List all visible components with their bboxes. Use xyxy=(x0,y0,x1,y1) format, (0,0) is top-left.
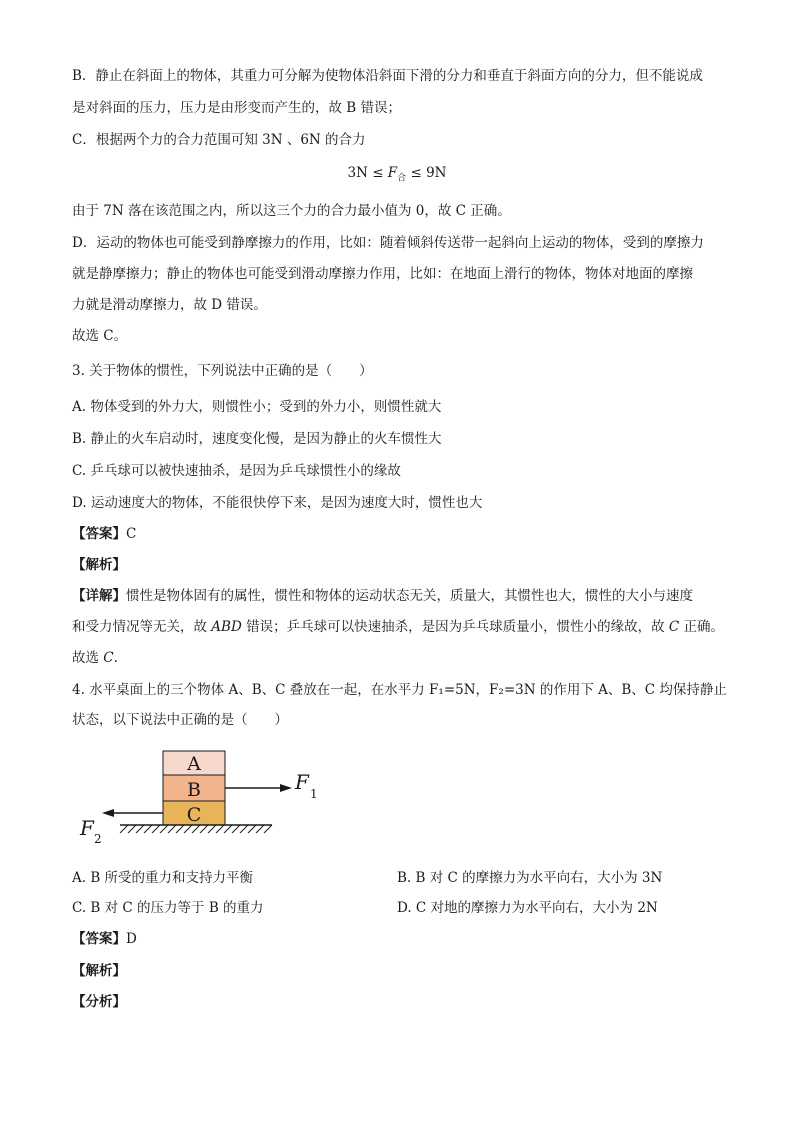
conclusion-italic: C xyxy=(103,650,114,666)
block-b-label: B xyxy=(187,779,201,801)
stacked-blocks-figure xyxy=(72,745,332,845)
force1-subscript: 1 xyxy=(310,787,318,801)
force1-arrowhead xyxy=(280,784,292,792)
fenxi-tag: 【分析】 xyxy=(72,994,126,1010)
section-d-line1: D．运动的物体也可能受到静摩擦力的作用，比如：随着倾斜传送带一起斜向上运动的物体，受到的摩擦力 xyxy=(72,235,704,251)
conclusion-text: 故选 xyxy=(72,650,104,666)
q3-detail-line2 xyxy=(72,617,724,637)
force2-arrowhead xyxy=(102,809,114,817)
q4-stem-line2: 状态，以下说法中正确的是（ ） xyxy=(72,712,288,728)
q3-option-d: D. 运动速度大的物体，不能很快停下来，是因为速度大时，惯性也大 xyxy=(72,495,483,511)
q3-detail-line1 xyxy=(72,586,693,606)
detail-text: 惯性是物体固有的属性，惯性和物体的运动状态无关，质量大，其惯性也大，惯性的大小与速度 xyxy=(126,588,693,604)
analysis-tag: 【解析】 xyxy=(72,963,126,979)
q4-option-d: D. C 对地的摩擦力为水平向右，大小为 2N xyxy=(397,900,658,916)
q3-conclusion xyxy=(72,648,118,668)
section-d-line2: 就是静摩擦力；静止的物体也可能受到滑动摩擦力作用，比如：在地面上滑行的物体，物体对地面的摩擦 xyxy=(72,266,693,282)
answer-tag: 【答案】 xyxy=(72,931,126,947)
q4-stem-line1: 4. 水平桌面上的三个物体 A、B、C 叠放在一起，在水平力 F₁=5N，F₂=3N 的作用下 A、B、C 均保持静止 xyxy=(72,682,727,698)
answer-value: C xyxy=(126,526,137,542)
q3-answer xyxy=(72,524,136,544)
block-a-label: A xyxy=(187,753,201,775)
detail-tag: 【详解】 xyxy=(72,588,126,604)
q4-option-b: B. B 对 C 的摩擦力为水平向右，大小为 3N xyxy=(397,870,663,886)
detail-part: 正确。 xyxy=(679,619,725,635)
detail-italic-abd: ABD xyxy=(211,619,242,635)
block-c-label: C xyxy=(186,804,202,826)
detail-part: 和受力情况等无关，故 xyxy=(72,619,212,635)
detail-part: 错误；乒乓球可以快速抽杀，是因为乒乓球质量小，惯性小的缘故，故 xyxy=(241,619,669,635)
q4-analysis-tag xyxy=(72,961,126,981)
section-d-conclusion: 故选 C。 xyxy=(72,328,128,344)
force2-label: F xyxy=(80,816,94,840)
formula-var: F xyxy=(387,165,398,181)
q4-option-a: A. B 所受的重力和支持力平衡 xyxy=(72,870,254,886)
q3-analysis-tag xyxy=(72,555,126,575)
answer-value: D xyxy=(126,931,137,947)
section-b-line2: 是对斜面的压力，压力是由形变而产生的，故 B 错误； xyxy=(72,100,402,116)
conclusion-period: . xyxy=(113,650,118,666)
q4-option-c: C. B 对 C 的压力等于 B 的重力 xyxy=(72,900,264,916)
q3-option-c: C. 乒乓球可以被快速抽杀，是因为乒乓球惯性小的缘故 xyxy=(72,463,401,479)
formula-left: 3N ≤ xyxy=(347,165,388,181)
q4-answer xyxy=(72,929,137,949)
formula-sub: 合 xyxy=(397,173,407,184)
inequality-formula xyxy=(0,163,794,189)
q3-option-a: A. 物体受到的外力大，则惯性小；受到的外力小，则惯性就大 xyxy=(72,399,442,415)
detail-italic-c: C xyxy=(668,619,680,635)
analysis-tag: 【解析】 xyxy=(72,557,126,573)
formula-right: ≤ 9N xyxy=(406,165,447,181)
q3-stem: 3. 关于物体的惯性，下列说法中正确的是（ ） xyxy=(72,363,373,379)
q4-fenxi-tag xyxy=(72,992,126,1012)
q3-option-b: B. 静止的火车启动时，速度变化慢，是因为静止的火车惯性大 xyxy=(72,431,442,447)
answer-tag: 【答案】 xyxy=(72,526,126,542)
ground-hatch xyxy=(120,825,272,833)
force1-label: F xyxy=(295,770,309,794)
force2-subscript: 2 xyxy=(94,832,102,845)
section-c-line2: 由于 7N 落在该范围之内，所以这三个力的合力最小值为 0，故 C 正确。 xyxy=(72,203,511,219)
section-b-line1: B．静止在斜面上的物体，其重力可分解为使物体沿斜面下滑的分力和垂直于斜面方向的分力，但不能说成 xyxy=(72,68,703,84)
section-c-line1: C．根据两个力的合力范围可知 3N 、6N 的合力 xyxy=(72,132,366,148)
section-d-line3: 力就是滑动摩擦力，故 D 错误。 xyxy=(72,297,267,313)
